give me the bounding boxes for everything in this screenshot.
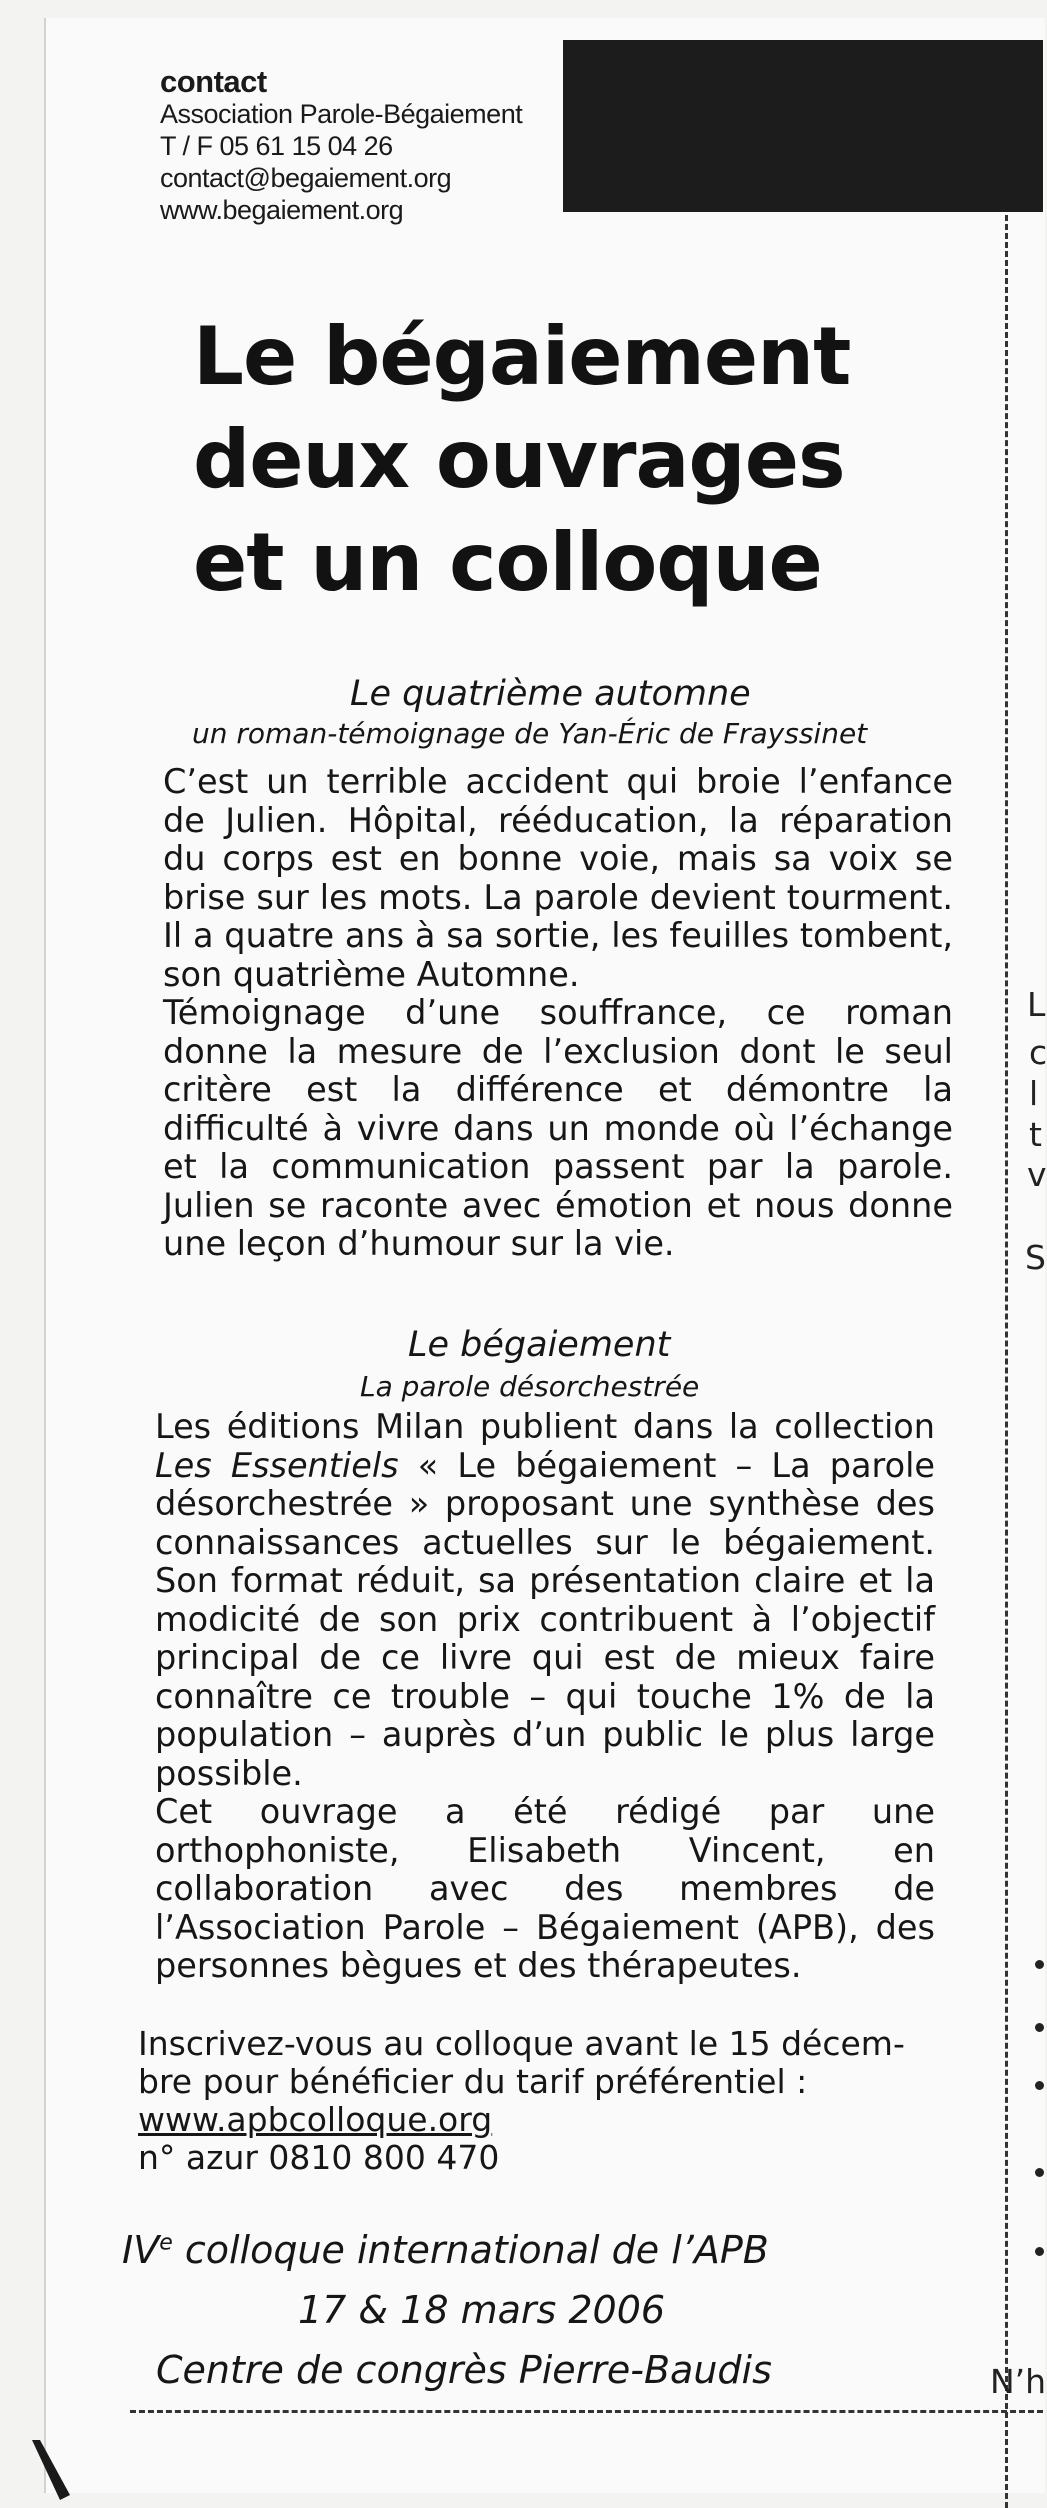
adjacent-bullet <box>1035 2247 1044 2256</box>
article-headline <box>193 305 850 614</box>
event-edition-suffix: e <box>159 2230 173 2256</box>
adjacent-bullet <box>1035 2081 1044 2090</box>
book2-title: Le bégaiement <box>408 1325 671 1365</box>
book1-body <box>163 763 953 1264</box>
adjacent-column-fragment: v <box>1027 1155 1047 1194</box>
event-title: colloque international de l’APB <box>172 2228 769 2272</box>
contact-website: www.begaiement.org <box>160 195 404 225</box>
registration-line-1: Inscrivez-vous au colloque avant le 15 décem- <box>138 2024 905 2063</box>
registration-phone: n° azur 0810 800 470 <box>138 2138 500 2177</box>
book2-paragraph-1-end: « Le bégaiement – La parole désorchestrée » proposant une synthèse des connaissances actuelles sur le bégaiement. Son format réduit, sa présentation claire et la modicité de son prix contribuent à l’objectif principal de ce livre qui est de mieux faire connaître ce trouble – qui touche 1% de la population – auprès d’un public le plus large possible. <box>155 1445 935 1793</box>
registration-line-2: bre pour bénéficier du tarif préférentiel : <box>138 2062 808 2101</box>
registration-notice <box>138 2025 918 2177</box>
headline-line-3: et un colloque <box>193 516 822 609</box>
contact-organization: Association Parole-Bégaiement <box>160 99 523 129</box>
contact-email: contact@begaiement.org <box>160 163 452 193</box>
adjacent-column-fragment: c <box>1029 1033 1047 1072</box>
headline-line-2: deux ouvrages <box>193 413 845 506</box>
book2-paragraph-1-start: Les éditions Milan publient dans la collection <box>155 1407 935 1446</box>
book1-title: Le quatrième automne <box>350 674 751 714</box>
book1-paragraph-2: Témoignage d’une souffrance, ce roman donne la mesure de l’exclusion dont le seul critère est la différence et démontre la difficulté à vivre dans un monde où l’échange et la communication passent par la parole. Julien se raconte avec émotion et nous donne une leçon d’humour sur la vie. <box>163 993 953 1263</box>
adjacent-bullet <box>1035 2023 1044 2032</box>
event-edition: IV <box>122 2228 160 2272</box>
book1-paragraph-1: C’est un terrible accident qui broie l’enfance de Julien. Hôpital, rééducation, la réparation du corps est en bonne voie, mais sa voix se brise sur les mots. La parole devient tourment. Il a quatre ans à sa sortie, les feuilles tombent, son quatrième Automne. <box>163 762 953 994</box>
book2-paragraph-1 <box>155 1408 935 1793</box>
adjacent-column-fragment: l <box>1029 1074 1039 1113</box>
contact-label: contact <box>160 64 267 99</box>
event-venue: Centre de congrès Pierre-Baudis <box>156 2348 772 2392</box>
scan-artifact <box>30 2440 70 2500</box>
adjacent-column-fragment: t <box>1029 1115 1042 1154</box>
book1-subtitle: un roman-témoignage de Yan-Éric de Frayssinet <box>192 717 868 750</box>
contact-block <box>160 66 522 226</box>
book2-body <box>155 1408 935 1986</box>
cut-line-vertical <box>1005 215 1008 2508</box>
header-black-band <box>563 40 1043 212</box>
adjacent-column-fragment: L <box>1027 985 1046 1024</box>
book2-subtitle: La parole désorchestrée <box>360 1370 700 1403</box>
event-name <box>122 2228 769 2272</box>
cut-line-horizontal <box>130 2410 1043 2413</box>
adjacent-column-fragment: N’h <box>990 2362 1047 2401</box>
contact-phone: T / F 05 61 15 04 26 <box>160 131 393 161</box>
headline-line-1: Le bégaiement <box>193 310 851 403</box>
event-dates: 17 & 18 mars 2006 <box>298 2288 666 2332</box>
adjacent-bullet <box>1035 2168 1044 2177</box>
colloque-website-link[interactable]: www.apbcolloque.org <box>138 2100 493 2139</box>
book2-paragraph-2: Cet ouvrage a été rédigé par une orthophoniste, Elisabeth Vincent, en collaboration avec des membres de l’Association Parole – Bégaiement (APB), des personnes bègues et des thérapeutes. <box>155 1792 935 1985</box>
adjacent-bullet <box>1035 1960 1044 1969</box>
adjacent-column-fragment: S <box>1025 1238 1046 1277</box>
collection-name: Les Essentiels <box>155 1445 399 1485</box>
